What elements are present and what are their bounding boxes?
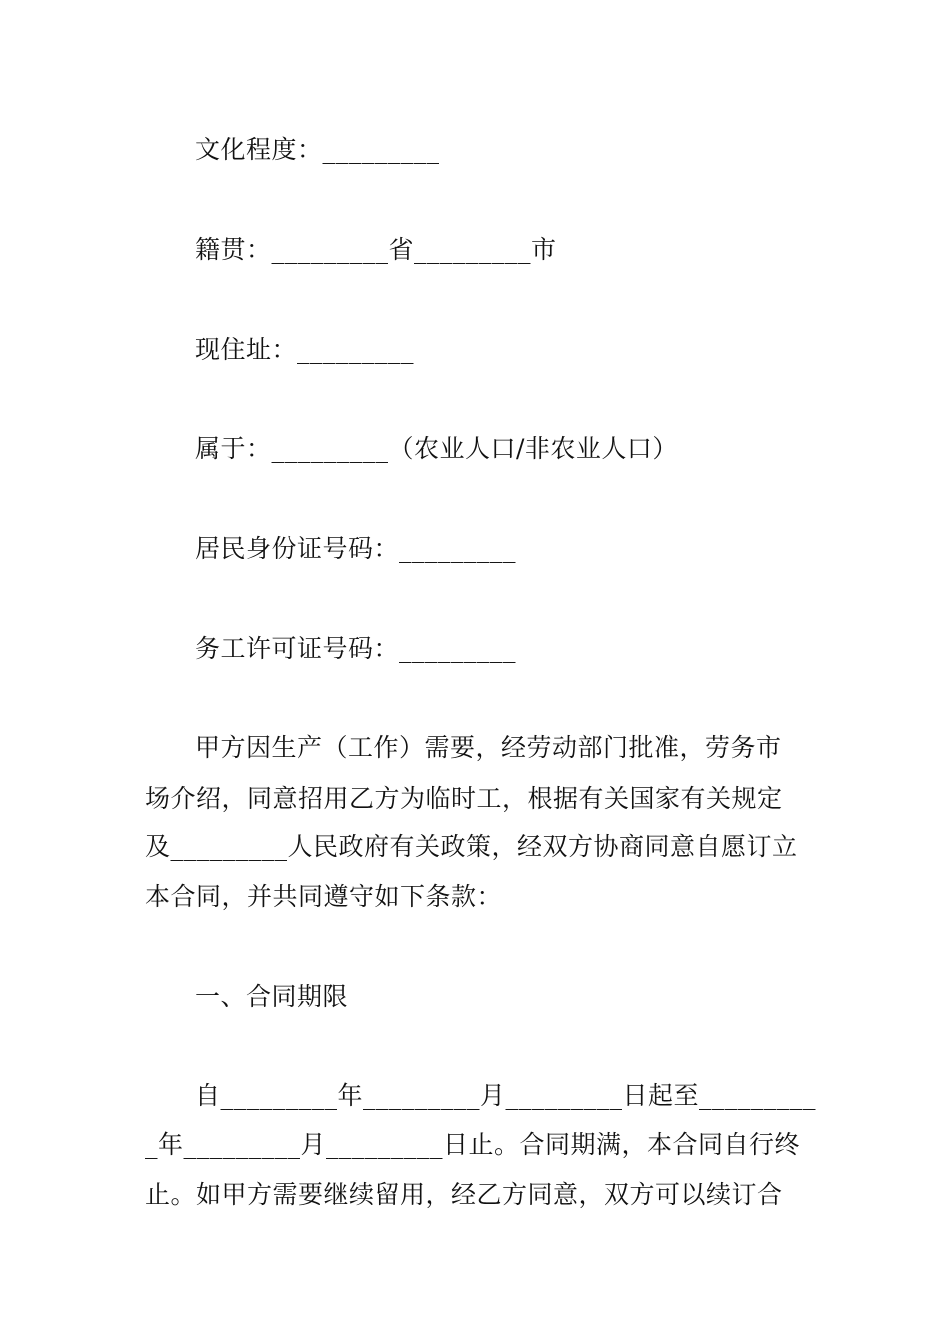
paragraph-line: 甲方因生产（工作）需要，经劳动部门批准，劳务市	[195, 733, 782, 762]
native-place-field: 籍贯：_________省_________市	[195, 235, 557, 264]
paragraph-line: 场介绍，同意招用乙方为临时工，根据有关国家有关规定	[145, 784, 783, 813]
id-number-field: 居民身份证号码：_________	[195, 534, 517, 563]
paragraph-line: _年_________月_________日止。合同期满，本合同自行终	[145, 1130, 801, 1159]
address-field: 现住址：_________	[195, 335, 415, 364]
paragraph-line: 及_________人民政府有关政策，经双方协商同意自愿订立	[145, 832, 798, 861]
paragraph-line: 本合同，并共同遵守如下条款：	[145, 882, 503, 911]
paragraph-line: 自_________年_________月_________日起至_________	[195, 1081, 817, 1110]
education-field: 文化程度：_________	[195, 135, 440, 164]
work-permit-field: 务工许可证号码：_________	[195, 634, 517, 663]
paragraph-line: 止。如甲方需要继续留用，经乙方同意，双方可以续订合	[145, 1180, 783, 1209]
section-heading: 一、合同期限	[195, 982, 349, 1011]
population-type-field: 属于：_________（农业人口/非农业人口）	[195, 434, 678, 463]
